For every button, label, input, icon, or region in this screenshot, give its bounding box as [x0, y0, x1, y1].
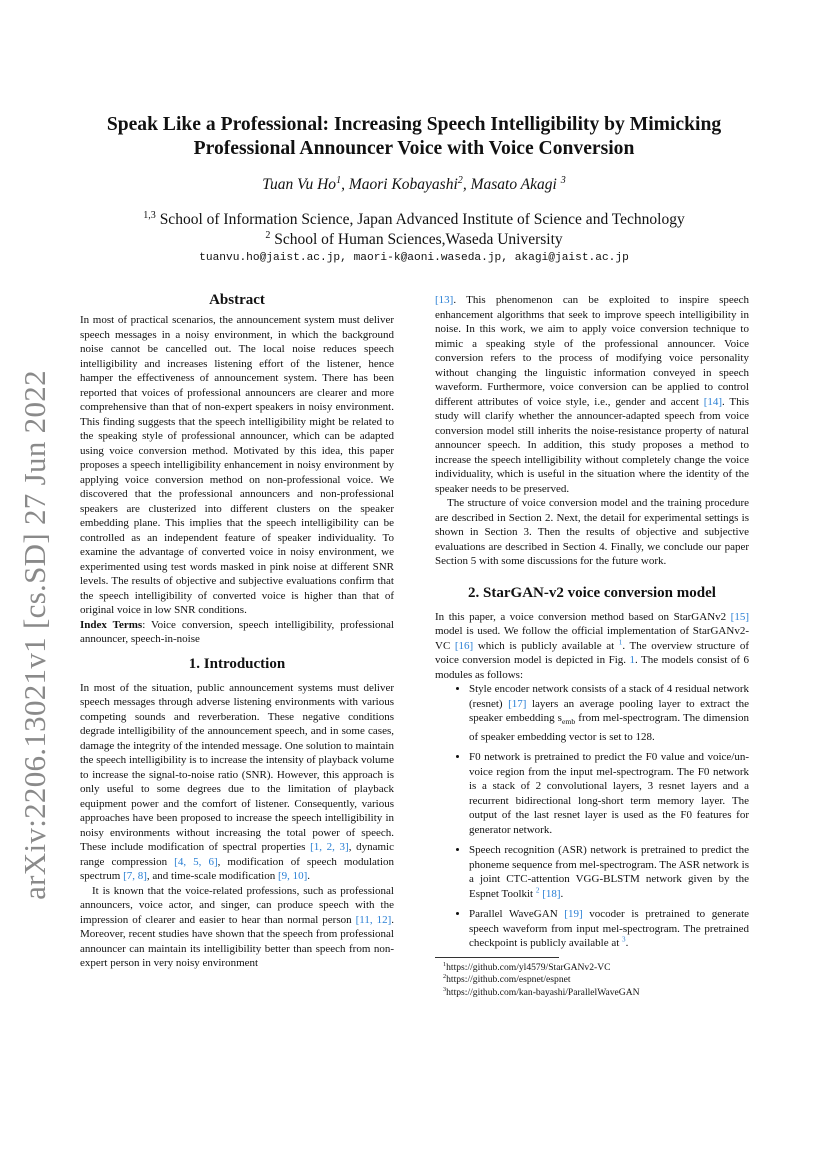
citation-link[interactable]: [15] [730, 610, 749, 623]
citation-link[interactable]: [11, 12] [355, 913, 392, 926]
text-run: from mel-spectrogram. The dimension of speaker embedding vector is set to 128. [469, 712, 749, 743]
text-run: . The overview structure of voice conversion model is depicted in Fig. [435, 639, 749, 666]
module-list [435, 682, 749, 951]
list-item [469, 843, 749, 901]
citation-link[interactable]: [13] [435, 294, 454, 306]
footnote-url[interactable]: https://github.com/kan-bayashi/ParallelWaveGAN [446, 986, 640, 998]
footnote-number: 3 [443, 985, 447, 993]
text-run: , modification of speech modulation spectrum [80, 855, 395, 882]
text-run: It is known that the voice-related professions, such as professional announcers, voice actor, and singer, can produce speech with the impression of clearer and easier to hear than normal person [80, 884, 394, 926]
citation-link[interactable]: [16] [454, 639, 474, 652]
math-subscript: emb [561, 717, 576, 727]
section2-paragraph [435, 610, 749, 683]
author-name: Tuan Vu Ho [262, 176, 337, 193]
footnote-url[interactable]: https://github.com/yl4579/StarGANv2-VC [446, 961, 611, 973]
text-run: , and time-scale modification [146, 870, 278, 882]
footnote [443, 962, 757, 975]
text-run: . [307, 870, 311, 882]
author-name: Maori Kobayashi [348, 176, 458, 193]
affiliation-sup: 2 [265, 229, 271, 241]
list-item [469, 682, 749, 744]
affiliation-sup: 1,3 [143, 209, 156, 221]
footnote-number: 1 [443, 960, 447, 968]
arxiv-side-stamp [14, 370, 56, 900]
citation-link[interactable]: [4, 5, 6] [174, 855, 218, 868]
index-terms [80, 618, 394, 647]
text-run: In this paper, a voice conversion method based on StarGANv2 [435, 610, 731, 623]
footnote-marker[interactable]: 3 [622, 935, 626, 944]
list-item [469, 750, 749, 837]
text-run: In most of the situation, public announcement systems must deliver speech messages through adverse listening environments with various competing sounds and reverberation. These negative conditions degrade intelligibility of the announcement speech, and in some cases, damage the integrity of the intended message. One solution to maintain the speech intelligibility is to increase the intensity of playback volume to increase the signal-to-noise ratio (SNR). However, this approach is only useful to some degrees due to the limitation of playback equipment power and the comfort of listener. Consequently, various approaches have been proposed to increase the speech intelligibility in noisy environments without increasing the total power of speech. These include modification of spectral properties [80, 681, 394, 853]
affiliation-line [60, 230, 768, 250]
intro-paragraph-3: The structure of voice conversion model and the training procedure are described in Section 2. Next, the detail for experimental settings is shown in Section 3. Then the results of objective and subjective evaluations are described in Section 4. Finally, we conclude our paper Section 5 with some discussions for the future work. [435, 497, 749, 567]
affiliation-line [60, 210, 768, 230]
right-column [435, 293, 749, 999]
citation-link[interactable]: [17] [508, 697, 527, 710]
section2-heading: 2. StarGAN-v2 voice conversion model [468, 584, 716, 601]
abstract-text: In most of practical scenarios, the announcement system must deliver speech messages in a noisy environment, in which the background noise cannot be cancelled out. The local noise reduces speech intelligibility and increases listening effort of the listener, hence hamper the effectiveness of announcement system. There has been reported that voices of professional announcers are clearer and more comprehensive than that of non-expert speakers in noisy environment. This finding suggests that the speech intelligibility might be related to the speaking style of professional announcer, which can be adapted using voice conversion method. Motivated by this idea, this paper proposes a speech intelligibility enhancement in noisy environment by applying voice conversion method on non-professional voice. We discovered that the professional announcers and non-professional speakers are clusterized into different clusters on the speaker embedding plane. This implies that the speech intelligibility can be controlled as an independent feature of speaker individuality. To examine the advantage of converted voice in noisy environment, we experimented using test words masked in pink noise at different SNR levels. The results of objective and subjective evaluations confirm that the speech intelligibility of converted voice is higher than that of original voice in low SNR conditions. [80, 314, 394, 616]
index-terms-label: Index Terms [80, 618, 143, 631]
text-run: , dynamic range compression [80, 841, 394, 868]
author-emails: tuanvu.ho@jaist.ac.jp, maori-k@aoni.waseda.jp, akagi@jaist.ac.jp [199, 252, 629, 264]
arxiv-identifier: arXiv:2206.13021v1 [cs.SD] 27 Jun 2022 [17, 370, 52, 900]
text-run: layers an average pooling layer to extract the speaker embedding s [469, 697, 750, 724]
footnote-marker[interactable]: 2 [535, 886, 540, 895]
list-item [469, 907, 749, 951]
author-sup: 1 [336, 174, 342, 186]
footnote-marker[interactable]: 1 [618, 637, 623, 646]
footnote-number: 2 [443, 973, 447, 980]
affiliation-text: School of Human Sciences,Waseda University [274, 231, 563, 248]
index-terms-text: : Voice conversion, speech intelligibility, professional announcer, speech-in-noise [80, 618, 394, 645]
text-run: . This phenomenon can be exploited to inspire speech enhancement algorithms that seek to improve speech intelligibility in noise. In this work, we aim to apply voice conversion technique to mimic a speaking style of the professional announcer. Voice conversion refers to the process of modifying voice personality without changing the linguistic information conveyed in speech waveform. Furthermore, voice conversion can be applied to control different attributes of voice style, i.e., gender and accent [435, 294, 749, 408]
text-run: vocoder is pretrained to generate speech waveform from input mel-spectrogram. The pretrained checkpoint is publicly available at [469, 908, 750, 950]
text-run: . [560, 887, 564, 900]
citation-link[interactable]: [18] [539, 887, 561, 900]
text-run: Speech recognition (ASR) network is pretrained to predict the phoneme sequence from mel-spectrogram. The ASR network is a joint CTC-attention VGG-BLSTM network given by the Espnet Toolkit [469, 844, 749, 900]
text-run: Parallel WaveGAN [469, 908, 565, 921]
citation-link[interactable]: [1, 2, 3] [310, 841, 349, 853]
affiliations [60, 210, 768, 250]
abstract-heading: Abstract [209, 292, 265, 308]
intro-paragraph-1 [80, 681, 394, 884]
citation-link[interactable]: [7, 8] [123, 870, 147, 882]
text-run: . The models consist of 6 modules as follows: [435, 654, 750, 681]
citation-link[interactable]: [9, 10] [277, 870, 308, 882]
figure-link[interactable]: 1 [629, 654, 635, 666]
affiliation-text: School of Information Science, Japan Advanced Institute of Science and Technology [159, 211, 685, 228]
intro-paragraph-2 [80, 884, 394, 971]
text-run: . This study will clarify whether the announcer-adapted speech from voice conversion model still inherits the noise-resistance property of natural announcer speech. In addition, this study proposes a method to increase the speech intelligibility without completely change the voice individuality, which is useful in the situation where the identity of the speaker needs to be preserved. [435, 395, 749, 495]
text-run: Style encoder network consists of a stack of 4 residual network (resnet) [469, 683, 749, 710]
author-name: Masato Akagi [470, 176, 557, 193]
footnote-url[interactable]: https://github.com/espnet/espnet [446, 974, 571, 986]
citation-link[interactable]: [19] [564, 908, 583, 921]
text-run: model is used. We follow the official implementation of StarGANv2-VC [435, 625, 749, 652]
author-sup: 2 [457, 174, 463, 186]
author-sup: 3 [560, 174, 566, 186]
text-run: F0 network is pretrained to predict the F0 value and voice/un-voice region from the input mel-spectrogram. The F0 network is a stack of 2 convolutional layers, 3 resnet layers and a recurrent bidirectional long-short term memory layer. The output of the last resnet layer is used as the F0 features for generator network. [469, 751, 749, 836]
footnote [443, 974, 757, 987]
text-run: . [625, 937, 629, 950]
paper-title: Speak Like a Professional: Increasing Speech Intelligibility by Mimicking Professional Announcer Voice with Voice Conversion [106, 114, 722, 159]
left-column [80, 291, 394, 971]
intro-paragraph-2-cont [435, 293, 749, 496]
text-run: which is publicly available at [473, 639, 619, 652]
footnote [443, 987, 757, 1000]
text-run: . Moreover, recent studies have shown that the speech from professional announcer can maintain its intelligibility better than speech from non-expert person in very noisy environment [80, 913, 394, 969]
author-list: Tuan Vu Ho$^1$, Maori Kobayashi$^2$, Masato Akagi $^3$ [262, 174, 566, 193]
intro-heading: 1. Introduction [188, 655, 286, 672]
citation-link[interactable]: [14] [703, 395, 723, 408]
